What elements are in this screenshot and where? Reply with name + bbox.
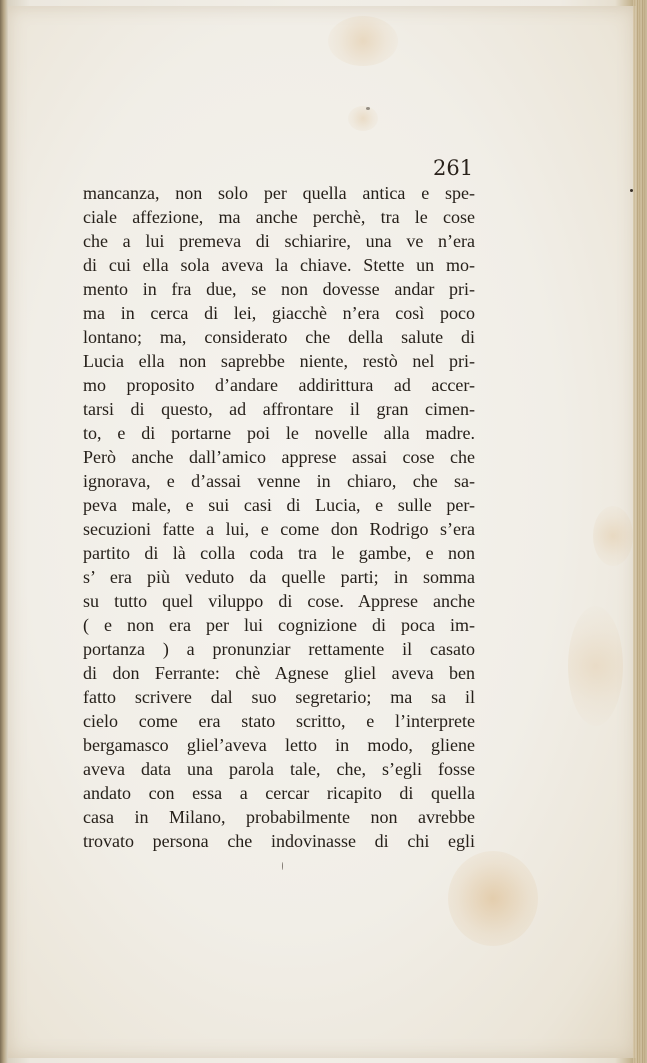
text-line: mo proposito d’andare addirittura ad accer- xyxy=(83,375,475,395)
text-line: trovato persona che indovinasse di chi egli xyxy=(83,831,475,851)
text-line: Però anche dall’amico apprese assai cose che xyxy=(83,447,475,467)
text-line: s’ era più veduto da quelle parti; in somma xyxy=(83,567,475,587)
foxing-stain xyxy=(348,106,378,131)
ink-speck xyxy=(366,107,370,110)
text-line: Lucia ella non saprebbe niente, restò nel pri- xyxy=(83,351,475,371)
text-line: to, e di portarne poi le novelle alla madre. xyxy=(83,423,475,443)
text-line: tarsi di questo, ad affrontare il gran cimen- xyxy=(83,399,475,419)
text-line: peva male, e sui casi di Lucia, e sulle per- xyxy=(83,495,475,515)
page-number: 261 xyxy=(433,156,474,180)
body-text xyxy=(83,182,475,852)
text-line: casa in Milano, probabilmente non avrebbe xyxy=(83,807,475,827)
text-line: lontano; ma, considerato che della salute di xyxy=(83,327,475,347)
text-line: su tutto quel viluppo di cose. Apprese anche xyxy=(83,591,475,611)
book-page xyxy=(8,6,636,1058)
text-line: cielo come era stato scritto, e l’interprete xyxy=(83,711,475,731)
page-edges xyxy=(633,0,647,1063)
text-line: ( e non era per lui cognizione di poca im- xyxy=(83,615,475,635)
text-line: fatto scrivere dal suo segretario; ma sa il xyxy=(83,687,475,707)
text-line: di don Ferrante: chè Agnese gliel aveva ben xyxy=(83,663,475,683)
text-line: aveva data una parola tale, che, s’egli fosse xyxy=(83,759,475,779)
text-line: mento in fra due, se non dovesse andar pri- xyxy=(83,279,475,299)
foxing-stain xyxy=(568,606,623,726)
text-line: mancanza, non solo per quella antica e spe- xyxy=(83,183,475,203)
foxing-stain xyxy=(593,506,633,566)
text-line: ignorava, e d’assai venne in chiaro, che sa- xyxy=(83,471,475,491)
text-line: bergamasco gliel’aveva letto in modo, gliene xyxy=(83,735,475,755)
text-line: ciale affezione, ma anche perchè, tra le cose xyxy=(83,207,475,227)
text-line: andato con essa a cercar ricapito di quella xyxy=(83,783,475,803)
text-line: partito di là colla coda tra le gambe, e non xyxy=(83,543,475,563)
text-line: portanza ) a pronunziar rettamente il casato xyxy=(83,639,475,659)
text-line: secuzioni fatte a lui, e come don Rodrigo s’era xyxy=(83,519,475,539)
text-line: ma in cerca di lei, giacchè n’era così poco xyxy=(83,303,475,323)
ink-speck xyxy=(282,862,283,870)
foxing-stain xyxy=(328,16,398,66)
foxing-stain xyxy=(448,851,538,946)
text-line: che a lui premeva di schiarire, una ve n’era xyxy=(83,231,475,251)
text-line: di cui ella sola aveva la chiave. Stette un mo- xyxy=(83,255,475,275)
